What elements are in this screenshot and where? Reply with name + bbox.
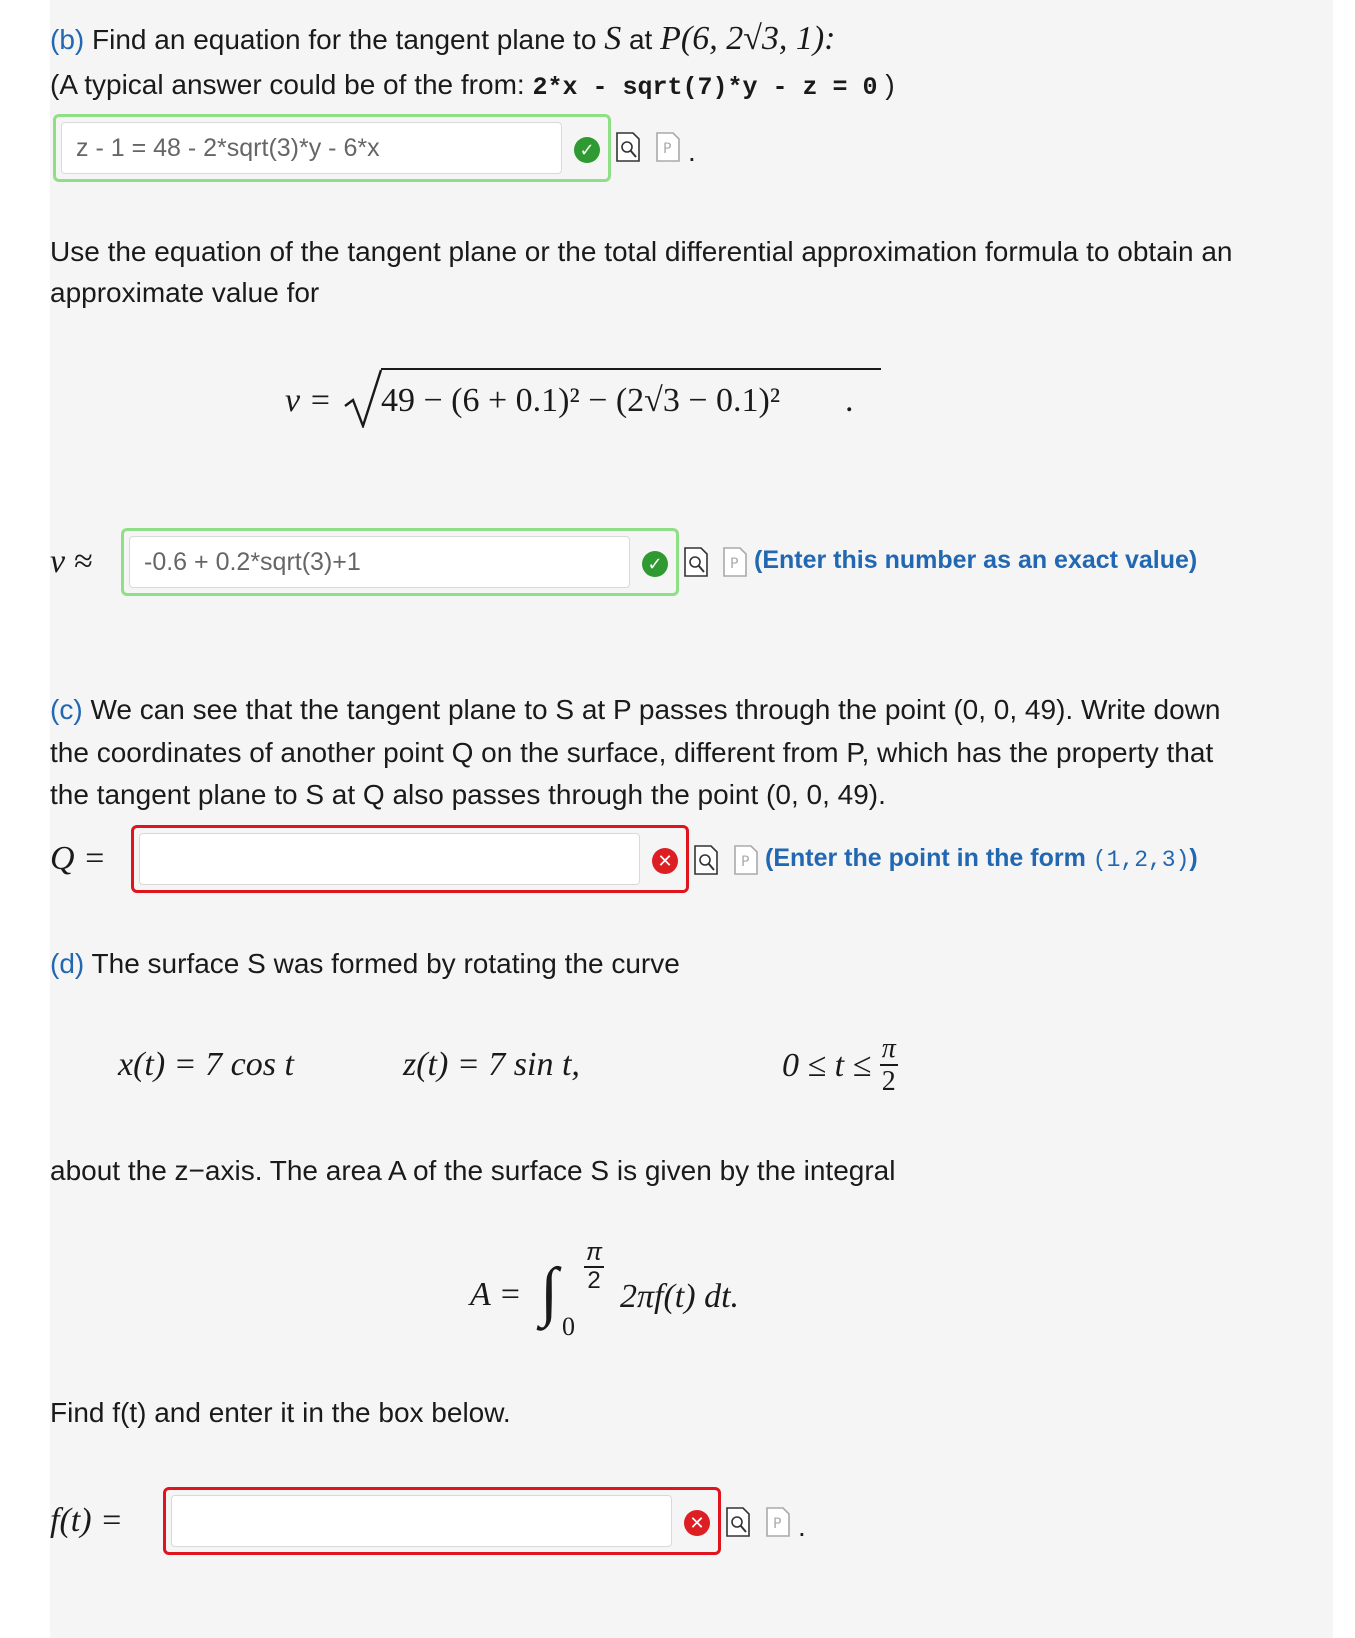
part-d-label: (d): [50, 948, 85, 979]
part-b-heading: [50, 20, 836, 59]
error-icon: ✕: [652, 848, 678, 874]
hint-prefix: (A typical answer could be of the from:: [50, 69, 525, 100]
two-denominator: 2: [881, 1066, 896, 1097]
answer-q-input[interactable]: [139, 833, 640, 885]
v-hint: (Enter this number as an exact value): [754, 546, 1198, 574]
answer-v-wrapper: [121, 528, 679, 596]
integrand: 2πf(t) dt.: [620, 1278, 740, 1315]
f-label: f(t) =: [50, 1502, 123, 1539]
t-range-lhs: 0 ≤ t ≤: [782, 1047, 872, 1084]
q-hint-suffix: ): [1189, 844, 1198, 872]
t-range: [782, 1034, 898, 1098]
answer-b-wrapper: [53, 114, 611, 182]
part-c-text-1: We can see that the tangent plane to S at P passes through the point (0, 0, 49). Write down: [90, 694, 1221, 725]
answer-q-wrapper: [131, 825, 689, 893]
error-icon: ✕: [684, 1510, 710, 1536]
z-equation: z(t) = 7 sin t,: [403, 1046, 580, 1083]
check-icon: ✓: [574, 137, 600, 163]
upper-limit: [584, 1240, 604, 1294]
upper-denominator: 2: [587, 1267, 601, 1294]
answer-b-input[interactable]: z - 1 = 48 - 2*sqrt(3)*y - 6*x: [61, 122, 562, 174]
part-c-line-2: the coordinates of another point Q on the surface, different from P, which has the property that: [50, 737, 1214, 768]
v-formula-end: .: [845, 382, 854, 419]
q-label: Q =: [50, 840, 106, 877]
period-f: .: [798, 1511, 806, 1542]
part-d-text-1: The surface S was formed by rotating the curve: [91, 948, 680, 979]
x-equation: x(t) = 7 cos t: [118, 1046, 294, 1083]
v-formula-radicand: 49 − (6 + 0.1)² − (2√3 − 0.1)²: [381, 382, 781, 419]
point-p: P(6, 2√3, 1):: [660, 20, 836, 57]
document-icon[interactable]: [722, 547, 748, 577]
hint-suffix: ): [885, 69, 895, 100]
period-b: .: [688, 136, 696, 167]
upper-numerator: π: [586, 1239, 603, 1266]
part-b-label: (b): [50, 24, 85, 55]
part-c-line-3: the tangent plane to S at Q also passes through the point (0, 0, 49).: [50, 779, 886, 810]
preview-icon[interactable]: [615, 132, 641, 162]
hint-code: 2*x - sqrt(7)*y - z = 0: [532, 73, 878, 102]
preview-icon[interactable]: [725, 1507, 751, 1537]
sqrt-symbol: [343, 368, 383, 428]
at-word: at: [628, 24, 653, 55]
pi-numerator: π: [881, 1033, 896, 1064]
surface-symbol: S: [604, 20, 622, 57]
document-icon[interactable]: [733, 845, 759, 875]
pi-over-2: [880, 1034, 898, 1098]
approx-line-1: Use the equation of the tangent plane or the total differential approximation formula to obtain an: [50, 236, 1233, 267]
svg-text:P: P: [663, 141, 672, 157]
part-b-text: Find an equation for the tangent plane to: [92, 24, 597, 55]
svg-text:P: P: [730, 556, 739, 572]
part-c-label: (c): [50, 694, 83, 725]
part-d-find: Find f(t) and enter it in the box below.: [50, 1397, 511, 1428]
answer-f-input[interactable]: [171, 1495, 672, 1547]
preview-icon[interactable]: [693, 845, 719, 875]
part-d-about: about the z−axis. The area A of the surface S is given by the integral: [50, 1155, 896, 1186]
integral-sign: ∫: [540, 1255, 559, 1328]
q-hint-code: (1,2,3): [1092, 847, 1190, 873]
document-icon[interactable]: [765, 1507, 791, 1537]
svg-text:P: P: [741, 854, 750, 870]
v-formula-lhs: v =: [285, 382, 332, 419]
document-icon[interactable]: [655, 132, 681, 162]
answer-v-input[interactable]: -0.6 + 0.2*sqrt(3)+1: [129, 536, 630, 588]
preview-icon[interactable]: [683, 547, 709, 577]
area-integral: [470, 1240, 790, 1350]
integral-lhs: A =: [470, 1276, 522, 1313]
approx-line-2: approximate value for: [50, 277, 320, 308]
answer-f-wrapper: [163, 1487, 721, 1555]
check-icon: ✓: [642, 551, 668, 577]
part-c-line-1: [50, 691, 1221, 729]
svg-text:P: P: [773, 1516, 782, 1532]
q-hint: [765, 844, 1198, 873]
lower-limit: 0: [562, 1312, 575, 1341]
v-approx-label: v ≈: [50, 543, 93, 580]
part-d-line-1: [50, 945, 680, 983]
q-hint-prefix: (Enter the point in the form: [765, 844, 1086, 872]
part-b-hint: [50, 66, 895, 107]
sqrt-bar: [381, 368, 881, 370]
